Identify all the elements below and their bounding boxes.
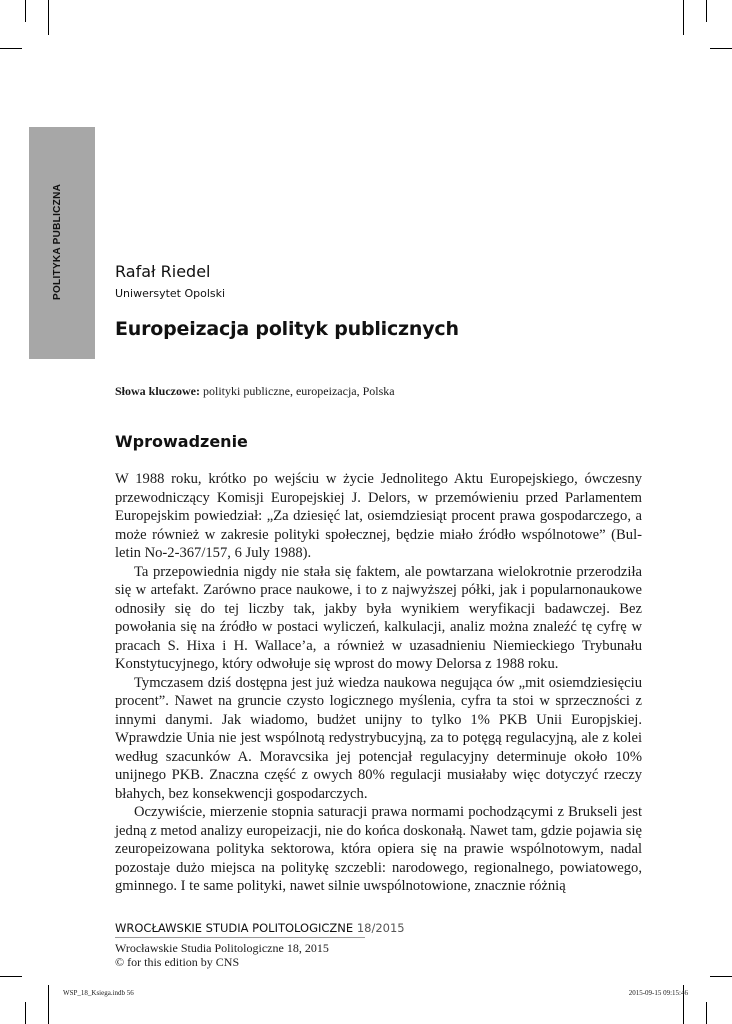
keywords — [115, 384, 395, 399]
copyright-line: © for this edition by CNS — [115, 955, 240, 969]
crop-mark — [48, 985, 49, 1024]
crop-mark — [706, 0, 707, 22]
paragraph: W 1988 roku, krótko po wejściu w życie Jednolitego Aktu Europejskiego, ówczesny przewodniczący Komisji Europejskiej J. Delors, w przemówieniu przed Parlamentem Europejskim powiedział: „Za dziesięć lat, osiemdziesiąt procent prawa gospodarczego, a może również w zakresie polityki społecznej, będzie miało źródło wspólnotowe” (Bulletin No-2-367/157, 6 July 1988). — [115, 471, 642, 561]
crop-mark — [25, 0, 26, 22]
sidebar-label: POLITYKA PUBLICZNA — [52, 183, 63, 300]
article-title: Europeizacja polityk publicznych — [115, 318, 459, 340]
print-slug-file: WSP_18_Ksiega.indb 56 — [63, 989, 134, 997]
crop-mark — [25, 1002, 26, 1024]
footer-citation — [115, 941, 329, 969]
section-heading: Wprowadzenie — [115, 432, 248, 451]
paragraph: Oczywiście, mierzenie stopnia saturacji prawa normami pochodzącymi z Brukseli jest jedną z metod analizy europeizacji, nie do końca doskonałą. Nawet tam, gdzie pojawia się zeuropeizowana polityka sektorowa, która opiera się na prawie wspólnotowym, nadal pozostaje dużo miejsca na politykę szczebli: narodowego, regionalnego, powiatowego, gminnego. I te same polityki, nawet silnie uwspólnotowione, znacznie różnią — [115, 804, 642, 894]
crop-mark — [683, 0, 684, 35]
paragraph: Tymczasem dziś dostępna jest już wiedza naukowa negująca ów „mit osiemdziesięciu procent”. Nawet na gruncie czysto logicznego myślenia, cyfra ta stoi w sprzeczności z innymi danymi. Jak wiadomo, budżet unijny to tylko 1% PKB Unii Europjskiej. Wprawdzie Unia nie jest wspólnotą redystrybucyjną, za to potęgą regulacyjną, ale z kolei według szacunków A. Moravcsika jej potencjał regulacyjny determinuje około 10% unijnego PKB. Znaczna część z owych 80% regulacji musiałaby więc dotyczyć rzeczy błahych, bez konsekwencji gospodarczych. — [115, 674, 642, 802]
crop-mark — [48, 0, 49, 35]
print-slug-timestamp: 2015-09-15 09:15:46 — [628, 989, 688, 997]
author-affiliation: Uniwersytet Opolski — [115, 287, 226, 300]
keywords-label: Słowa kluczowe: — [115, 384, 200, 398]
body-text — [115, 470, 642, 896]
crop-mark — [0, 976, 22, 977]
crop-mark — [710, 48, 732, 49]
citation-line: Wrocławskie Studia Politologiczne 18, 2015 — [115, 941, 329, 955]
crop-mark — [0, 48, 22, 49]
keywords-list: polityki publiczne, europeizacja, Polska — [203, 384, 395, 398]
crop-mark — [706, 1002, 707, 1024]
author-name: Rafał Riedel — [115, 262, 211, 281]
paragraph: Ta przepowiednia nigdy nie stała się faktem, ale powtarzana wielokrotnie przerodziła się w artefakt. Zarówno prace naukowe, i to z najwyższej półki, jak i popularnonaukowe odnosiły się do tej liczby tak, jakby była wynikiem weryfikacji badawczej. Bez powołania się na źródło w postaci wyliczeń, kalkulacji, analiz można znaleźć tę cyfrę w pracach S. Hixa i H. Wallace’a, a również w uzasadnieniu Niemieckiego Trybunału Konstytucyjnego, który odwołuje się wprost do mowy Delorsa z 1988 roku. — [115, 563, 642, 672]
journal-volume: 18/2015 — [356, 921, 405, 935]
footer-journal — [115, 921, 405, 935]
footer-divider — [115, 937, 365, 938]
crop-mark — [710, 976, 732, 977]
journal-name: WROCŁAWSKIE STUDIA POLITOLOGICZNE — [115, 921, 354, 935]
